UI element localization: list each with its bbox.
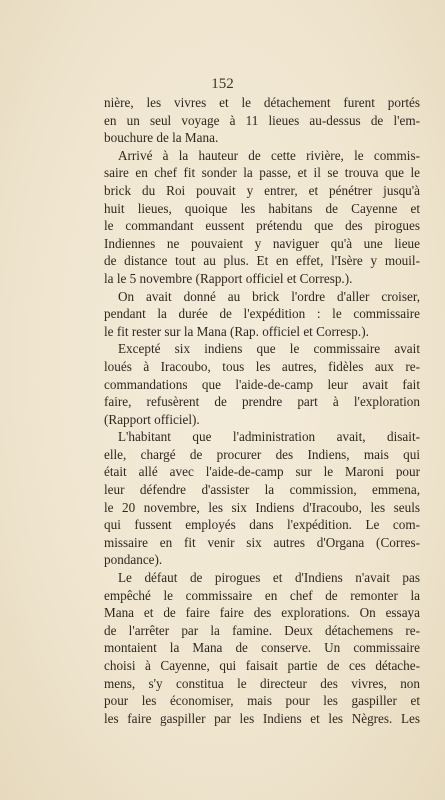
text-line: en un seul voyage à 11 lieues au-dessus de l'em- [104,112,420,128]
text-line: Mana et de faire faire des explorations. On essaya [104,605,420,621]
text-line: empêché le commissaire en chef de remonter la [104,587,420,603]
text-line: brick du Roi pouvait y entrer, et pénétrer jusqu'à [104,182,420,198]
paragraph [104,569,420,727]
text-line: loués à Iracoubo, tous les autres, fidèles aux re- [104,358,420,374]
paragraph [104,340,420,428]
text-line: missaire en fit venir six autres d'Organa (Corres- [104,534,420,550]
text-line: Le défaut de pirogues et d'Indiens n'avait pas [118,570,420,586]
text-line: elle, chargé de procurer des Indiens, mais qui [104,446,420,462]
text-line: Excepté six indiens que le commissaire avait [118,341,420,357]
text-line: On avait donné au brick l'ordre d'aller croiser, [118,288,420,304]
paragraph [104,147,420,288]
text-line: les faire gaspiller par les Indiens et les Nègres. Les [104,710,420,726]
text-line: (Rapport officiel). [104,411,200,427]
text-line: montaient la Mana de conserve. Un commissaire [104,640,420,656]
paragraph [104,288,420,341]
text-line: pour les économiser, mais pour les gaspiller et [104,693,420,709]
text-line: mens, s'y constitua le directeur des vivres, non [104,675,420,691]
text-line: Arrivé à la hauteur de cette rivière, le commis- [118,147,420,163]
text-line: qui fussent employés dans l'expédition. Le com- [104,517,420,533]
text-line: nière, les vivres et le détachement furent portés [104,95,420,110]
text-line: de distance tout au plus. Et en effet, l'Isère y mouil- [104,253,420,269]
text-line: le 20 novembre, les six Indiens d'Iracoubo, les seuls [104,499,420,515]
page-number: 152 [211,76,234,92]
text-line: le commandant eussent prétendu que des pirogues [104,218,420,234]
paragraph [104,428,420,569]
text-line: L'habitant que l'administration avait, disait- [118,429,420,445]
text-line: commandations que l'aide-de-camp leur avait fait [104,376,420,392]
text-line: leur défendre d'assister la commission, emmena, [104,482,420,498]
text-line: la le 5 novembre (Rapport officiel et Corresp.). [104,270,353,286]
paragraph [104,94,420,147]
text-line: huit lieues, quoique les habitans de Cayenne et [104,200,420,216]
text-line: faire, refusèrent de prendre part à l'exploration [104,394,420,410]
text-line: était allé avec l'aide-de-camp sur le Maroni pour [104,464,420,480]
text-line: saire en chef fit sonder la passe, et il se trouva que le [104,165,420,181]
text-line: le fit rester sur la Mana (Rap. officiel et Corresp.). [104,323,369,339]
text-line: de l'arrêter par la famine. Deux détachemens re- [104,622,420,638]
text-line: pondance). [104,552,163,568]
text-line: choisi à Cayenne, qui faisait partie de ces détache- [104,658,420,673]
text-line: pendant la durée de l'expédition : le commissaire [104,306,420,322]
text-line: bouchure de la Mana. [104,130,219,146]
body-text [104,94,420,727]
text-line: Indiennes ne pouvaient y naviguer qu'à une lieue [104,235,420,251]
